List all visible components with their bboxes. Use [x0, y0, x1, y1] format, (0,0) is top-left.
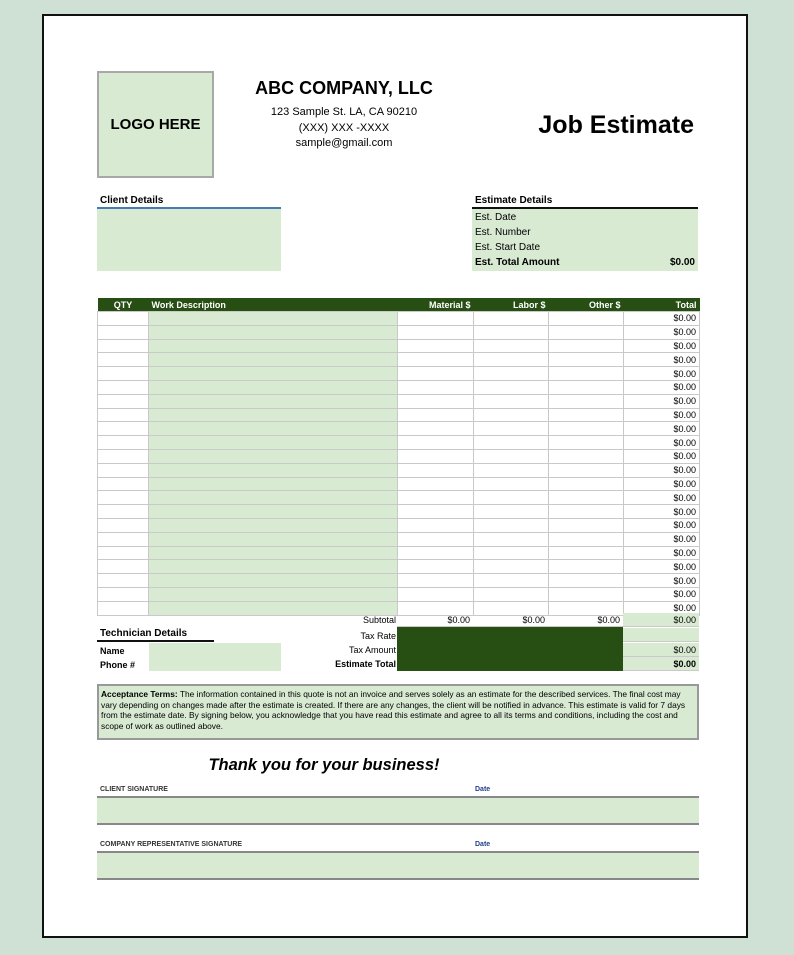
qty-cell[interactable] — [98, 394, 149, 408]
technician-name-field[interactable] — [149, 643, 281, 657]
other-cell[interactable] — [549, 380, 624, 394]
description-cell[interactable] — [149, 449, 398, 463]
qty-cell[interactable] — [98, 422, 149, 436]
client-details-field[interactable] — [97, 209, 281, 271]
description-cell[interactable] — [149, 422, 398, 436]
company-header — [244, 78, 444, 152]
table-row — [98, 367, 700, 381]
material-cell[interactable] — [398, 353, 474, 367]
labor-cell[interactable] — [474, 587, 549, 601]
labor-cell[interactable] — [474, 408, 549, 422]
thank-you-message: Thank you for your business! — [208, 756, 440, 774]
material-cell[interactable] — [398, 532, 474, 546]
company-name: ABC COMPANY, LLC — [255, 78, 433, 98]
material-cell[interactable] — [398, 574, 474, 588]
terms-label: Acceptance Terms: — [101, 689, 178, 699]
table-row — [98, 353, 700, 367]
table-row — [98, 491, 700, 505]
company-address: 123 Sample St. LA, CA 90210 — [270, 106, 418, 118]
client-details-heading: Client Details — [97, 195, 281, 209]
subtotal-label: Subtotal — [362, 615, 396, 625]
other-cell[interactable] — [549, 449, 624, 463]
table-row — [98, 477, 700, 491]
qty-cell[interactable] — [98, 546, 149, 560]
company-signature-label: COMPANY REPRESENTATIVE SIGNATURE — [100, 841, 243, 848]
est-number-label: Est. Number — [475, 227, 531, 238]
subtotal-total: $0.00 — [623, 613, 699, 627]
total-cell: $0.00 — [624, 312, 700, 326]
qty-cell[interactable] — [98, 339, 149, 353]
table-row — [98, 408, 700, 422]
table-row — [98, 546, 700, 560]
total-cell: $0.00 — [624, 587, 700, 601]
total-cell: $0.00 — [624, 408, 700, 422]
qty-cell[interactable] — [98, 449, 149, 463]
other-cell[interactable] — [549, 518, 624, 532]
description-cell[interactable] — [149, 408, 398, 422]
material-cell[interactable] — [398, 587, 474, 601]
qty-cell[interactable] — [98, 574, 149, 588]
technician-phone-label: Phone # — [100, 660, 136, 670]
col-labor: Labor $ — [474, 298, 549, 312]
logo-placeholder: LOGO HERE — [97, 71, 214, 178]
material-cell[interactable] — [398, 312, 474, 326]
material-cell[interactable] — [398, 408, 474, 422]
labor-cell[interactable] — [474, 422, 549, 436]
qty-cell[interactable] — [98, 312, 149, 326]
terms-text: The information contained in this quote is not an invoice and serves solely as an estimate for the described services. The final cost may vary depending on changes made after the estimate is created. If there are any changes, the client will be notified in advance. This estimate is valid for 7 days from the estimate date. By signing below, you acknowledge that you have read this estimate and agree to all its terms and conditions, including the cost and scope of work as outlined above. — [101, 689, 686, 731]
description-cell[interactable] — [149, 380, 398, 394]
estimate-total-label: Estimate Total — [335, 659, 396, 669]
total-cell: $0.00 — [624, 546, 700, 560]
estimate-total-value: $0.00 — [623, 657, 699, 671]
description-cell[interactable] — [149, 312, 398, 326]
qty-cell[interactable] — [98, 491, 149, 505]
table-row — [98, 312, 700, 326]
subtotal-labor: $0.00 — [473, 613, 548, 627]
description-cell[interactable] — [149, 463, 398, 477]
line-items-table — [97, 298, 700, 616]
total-cell: $0.00 — [624, 477, 700, 491]
description-cell[interactable] — [149, 367, 398, 381]
qty-cell[interactable] — [98, 463, 149, 477]
table-row — [98, 574, 700, 588]
qty-cell[interactable] — [98, 408, 149, 422]
material-cell[interactable] — [398, 491, 474, 505]
table-row — [98, 436, 700, 450]
labor-cell[interactable] — [474, 574, 549, 588]
table-row — [98, 339, 700, 353]
client-signature-field[interactable] — [97, 796, 699, 825]
qty-cell[interactable] — [98, 436, 149, 450]
qty-cell[interactable] — [98, 560, 149, 574]
table-row — [98, 449, 700, 463]
total-cell: $0.00 — [624, 449, 700, 463]
total-cell: $0.00 — [624, 394, 700, 408]
qty-cell[interactable] — [98, 380, 149, 394]
other-cell[interactable] — [549, 339, 624, 353]
labor-cell[interactable] — [474, 532, 549, 546]
material-cell[interactable] — [398, 380, 474, 394]
client-signature-label: CLIENT SIGNATURE — [100, 786, 168, 793]
material-cell[interactable] — [398, 339, 474, 353]
material-cell[interactable] — [398, 546, 474, 560]
qty-cell[interactable] — [98, 532, 149, 546]
page-title: Job Estimate — [538, 111, 694, 139]
col-other: Other $ — [549, 298, 624, 312]
total-cell: $0.00 — [624, 367, 700, 381]
material-cell[interactable] — [398, 518, 474, 532]
description-cell[interactable] — [149, 518, 398, 532]
total-cell: $0.00 — [624, 422, 700, 436]
labor-cell[interactable] — [474, 518, 549, 532]
table-row — [98, 325, 700, 339]
description-cell[interactable] — [149, 560, 398, 574]
table-row — [98, 518, 700, 532]
other-cell[interactable] — [549, 587, 624, 601]
other-cell[interactable] — [549, 505, 624, 519]
qty-cell[interactable] — [98, 367, 149, 381]
material-cell[interactable] — [398, 394, 474, 408]
est-total-value: $0.00 — [669, 257, 695, 268]
labor-cell[interactable] — [474, 367, 549, 381]
est-start-date-row[interactable] — [475, 240, 695, 255]
table-row — [98, 505, 700, 519]
table-row — [98, 532, 700, 546]
table-row — [98, 560, 700, 574]
estimate-details-heading: Estimate Details — [472, 195, 698, 209]
material-cell[interactable] — [398, 505, 474, 519]
company-phone: (XXX) XXX -XXXX — [298, 121, 390, 134]
tax-rate-label: Tax Rate — [360, 631, 396, 641]
qty-cell[interactable] — [98, 325, 149, 339]
total-cell: $0.00 — [624, 532, 700, 546]
total-cell: $0.00 — [624, 574, 700, 588]
other-cell[interactable] — [549, 546, 624, 560]
material-cell[interactable] — [398, 463, 474, 477]
table-row — [98, 394, 700, 408]
labor-cell[interactable] — [474, 339, 549, 353]
description-cell[interactable] — [149, 491, 398, 505]
qty-cell[interactable] — [98, 601, 149, 615]
technician-details-heading: Technician Details — [97, 628, 214, 642]
table-row — [98, 422, 700, 436]
qty-cell[interactable] — [98, 505, 149, 519]
other-cell[interactable] — [549, 408, 624, 422]
labor-cell[interactable] — [474, 325, 549, 339]
description-cell[interactable] — [149, 546, 398, 560]
company-email: sample@gmail.com — [295, 137, 393, 149]
table-header-row — [98, 298, 700, 312]
other-cell[interactable] — [549, 353, 624, 367]
material-cell[interactable] — [398, 367, 474, 381]
labor-cell[interactable] — [474, 546, 549, 560]
labor-cell[interactable] — [474, 436, 549, 450]
other-cell[interactable] — [549, 477, 624, 491]
other-cell[interactable] — [549, 463, 624, 477]
total-cell: $0.00 — [624, 518, 700, 532]
est-total-label: Est. Total Amount — [475, 257, 560, 268]
other-cell[interactable] — [549, 367, 624, 381]
material-cell[interactable] — [398, 449, 474, 463]
description-cell[interactable] — [149, 325, 398, 339]
tax-block — [397, 627, 623, 671]
description-cell[interactable] — [149, 505, 398, 519]
other-cell[interactable] — [549, 560, 624, 574]
qty-cell[interactable] — [98, 518, 149, 532]
description-cell[interactable] — [149, 532, 398, 546]
other-cell[interactable] — [549, 312, 624, 326]
subtotal-material: $0.00 — [397, 613, 473, 627]
tax-rate-value[interactable] — [623, 628, 699, 642]
labor-cell[interactable] — [474, 394, 549, 408]
other-cell[interactable] — [549, 574, 624, 588]
other-cell[interactable] — [549, 394, 624, 408]
estimate-details-box — [472, 209, 698, 271]
estimate-page — [42, 14, 748, 938]
material-cell[interactable] — [398, 422, 474, 436]
total-cell: $0.00 — [624, 491, 700, 505]
est-date-row[interactable] — [475, 210, 695, 225]
description-cell[interactable] — [149, 574, 398, 588]
total-cell: $0.00 — [624, 436, 700, 450]
technician-name-label: Name — [100, 646, 125, 656]
est-total-row — [475, 255, 695, 270]
material-cell[interactable] — [398, 325, 474, 339]
table-row — [98, 587, 700, 601]
company-signature-field[interactable] — [97, 851, 699, 880]
labor-cell[interactable] — [474, 463, 549, 477]
labor-cell[interactable] — [474, 560, 549, 574]
other-cell[interactable] — [549, 491, 624, 505]
labor-cell[interactable] — [474, 380, 549, 394]
total-cell: $0.00 — [624, 339, 700, 353]
total-cell: $0.00 — [624, 380, 700, 394]
other-cell[interactable] — [549, 422, 624, 436]
col-qty: QTY — [98, 298, 149, 312]
qty-cell[interactable] — [98, 353, 149, 367]
labor-cell[interactable] — [474, 477, 549, 491]
total-cell: $0.00 — [624, 463, 700, 477]
other-cell[interactable] — [549, 436, 624, 450]
tax-amount-label: Tax Amount — [348, 645, 396, 655]
total-cell: $0.00 — [624, 560, 700, 574]
client-date-label: Date — [475, 786, 491, 793]
company-date-label: Date — [475, 841, 491, 848]
est-date-label: Est. Date — [475, 212, 517, 223]
other-cell[interactable] — [549, 325, 624, 339]
qty-cell[interactable] — [98, 477, 149, 491]
material-cell[interactable] — [398, 560, 474, 574]
other-cell[interactable] — [549, 532, 624, 546]
labor-cell[interactable] — [474, 449, 549, 463]
labor-cell[interactable] — [474, 312, 549, 326]
description-cell[interactable] — [149, 353, 398, 367]
col-description: Work Description — [149, 298, 398, 312]
qty-cell[interactable] — [98, 587, 149, 601]
total-cell: $0.00 — [624, 353, 700, 367]
description-cell[interactable] — [149, 587, 398, 601]
acceptance-terms — [97, 684, 699, 740]
description-cell[interactable] — [149, 477, 398, 491]
material-cell[interactable] — [398, 436, 474, 450]
table-row — [98, 463, 700, 477]
description-cell[interactable] — [149, 436, 398, 450]
est-number-row[interactable] — [475, 225, 695, 240]
material-cell[interactable] — [398, 477, 474, 491]
labor-cell[interactable] — [474, 505, 549, 519]
total-cell: $0.00 — [624, 505, 700, 519]
col-total: Total — [624, 298, 700, 312]
total-cell: $0.00 — [624, 601, 700, 615]
total-cell: $0.00 — [624, 325, 700, 339]
description-cell[interactable] — [149, 394, 398, 408]
table-row — [98, 380, 700, 394]
tax-amount-value: $0.00 — [623, 643, 699, 657]
col-material: Material $ — [398, 298, 474, 312]
labor-cell[interactable] — [474, 491, 549, 505]
description-cell[interactable] — [149, 339, 398, 353]
labor-cell[interactable] — [474, 353, 549, 367]
subtotal-other: $0.00 — [548, 613, 623, 627]
technician-phone-field[interactable] — [149, 657, 281, 671]
est-start-date-label: Est. Start Date — [475, 242, 541, 253]
